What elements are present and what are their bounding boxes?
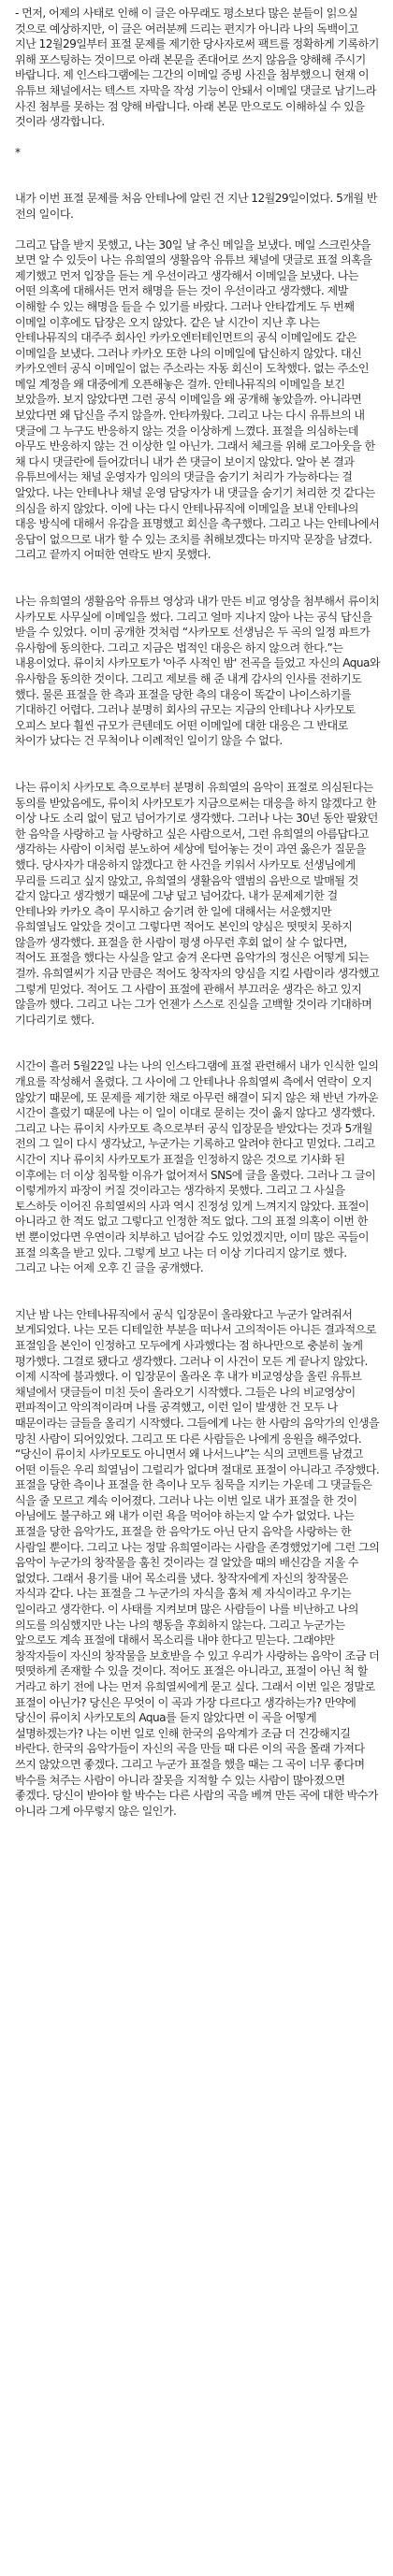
paragraph-4: 나는 류이치 사카모토 측으로부터 분명히 유희열의 음악이 표절로 의심된다는 동의를 받았음에도, 류이치 사카모토가 지금으로써는 대응을 하지 않겠다고 한 이상 나도 소리 없이 덮고 넘어가기로 생각했다. 그러나 나는 30년 동안 팔왔던 한 음악을 사랑하고 늘 사랑하고 싶은 사람으로서, 그런 유희열의 아름답다고 생각하는 사람이 이처럼 분노하여 세상에 털어놓는 것이 과연 옳은가 질문을 했다. 당사자가 대응하지 않겠다고 한 사건을 키워서 사카모토 선생님에게 무리를 드리고 싶지 않았고, 유희열의 생활음악 앨범의 음반으로 발매될 것 같지 않다고 생각했기 때문에 그냥 덮고 넘어갔다. 내가 문제제기한 걸 안테나와 카카오 측이 무시하고 숨기려 한 일에 대해서는 서운했지만 유희열님도 알았을 것이고 그렇다면 적어도 본인의 양심은 떳떳치 못하지 않을까 생각했다. 표절을 한 사람이 평생 아무런 후회 없이 살 수 없다면, 적어도 표절을 했다는 사실을 알고 숨겨 온다면 음악가의 정신은 어떻게 되는 걸까. 유희열씨가 지금 만큼은 적어도 창작자의 양심을 지킬 사람이라 생각했고 그렇게 믿었다. 적어도 그 사람이 표절에 관해서 부끄러운 생각은 하고 있지 않을까 했다. 그리고 나는 그가 언젠가 스스로 진실을 고백할 것이라 기대하며 기다리기로 했다.: [15, 780, 380, 1027]
section-separator: *: [15, 145, 21, 159]
paragraph-6: 지난 밤 나는 안테나뮤직에서 공식 입장문이 올라왔다고 누군가 알려줘서 보게되었다. 나는 모든 디테일한 부분을 떠나서 고의적이든 아니든 결과적으로 표절임을 본인이 인정하고 모두에게 사과했다는 점 하나만으로 충분히 높게 평가했다. 그걸로 됐다고 생각했다. 그러나 이 사건이 모든 게 끝나지 않았다. 이제 시작에 불과했다. 이 입장문이 올라온 후 내가 비교영상을 올린 유튜브 채널에서 댓글들이 미친 듯이 올라오기 시작했다. 그들은 나의 비교영상이 편파적이고 악의적이라며 나를 공격했고, 이런 일이 발생한 건 모두 나 때문이라는 글들을 올리기 시작했다. 그들에게 나는 한 사람의 음악가의 인생을 망친 사람이 되어있었다. 그리고 또 다른 사람들은 나에게 응원을 해주었다. “당신이 류이치 사카모토도 아니면서 왜 나서느냐”는 식의 코멘트를 남겼고 어떤 이들은 우리 희열님이 그럴리가 없다며 절대로 표절이 아니라고 주장했다. 표절을 당한 측이나 표절을 한 측이나 모두 침묵을 지키는 가운데 그 댓글들은 식을 줄 모르고 계속 이어졌다. 그러나 나는 이번 일로 내가 표절을 한 것이 아님에도 불구하고 왜 내가 이런 욕을 먹어야 하는지 알 수가 없었다. 나는 표절을 당한 음악가도, 표절을 한 음악가도 아닌 단지 음악을 사랑하는 한 사람일 뿐이다. 그리고 나는 정말 유희열이라는 사람을 존경했었기에 그런 그의 음악이 누군가의 창작물을 훔친 것이라는 걸 알았을 때의 배신감을 지울 수 없었다. 그래서 용기를 내어 목소리를 냈다. 창작자에게 자신의 창작물은 자식과 같다. 나는 표절을 그 누군가의 자식을 훔쳐 제 자식이라고 우기는 일이라고 생각한다. 이 사태를 지켜보며 많은 사람들이 나를 비난하고 나의 의도를 의심했지만 나는 나의 행동을 후회하지 않는다. 그리고 누군가는 앞으로도 계속 표절에 대해서 목소리를 내야 한다고 믿는다. 그래야만 창작자들이 자신의 창작물을 보호받을 수 있고 우리가 사랑하는 음악이 조금 더 떳떳하게 존재할 수 있을 것이다. 적어도 표절은 아니라고, 표절이 아닌 척 할 거라고 하기 전에 나는 먼저 유희열씨에게 묻고 싶다. 그래서 이번 일은 정말로 표절이 아닌가? 당신은 무엇이 이 곡과 가장 다르다고 생각하는가? 만약에 당신이 류이치 사카모토의 Aqua를 듣지 않았다면 이 곡을 어떻게 설명하겠는가? 나는 이번 일로 인해 한국의 음악계가 조금 더 건강해지길 바란다. 한국의 음악가들이 자신의 곡을 만들 때 다른 이의 곡을 몰래 가져다 쓰지 않았으면 좋겠다. 그리고 누군가 표절을 했을 때는 그 곡이 너무 좋다며 박수를 쳐주는 사람이 아니라 잘못을 지적할 수 있는 사람이 많아졌으면 좋겠다. 당신이 받아야 할 박수는 다른 사람의 곡을 베껴 만든 곡에 대한 박수가 아니라 그게 아무렇지 않은 일인가.: [15, 1307, 380, 1818]
paragraph-2: 그리고 답을 받지 못했고, 나는 30일 날 추신 메일을 보냈다. 메일 스크린샷을 보면 알 수 있듯이 나는 유희열의 생활음악 유튜브 채널에 댓글로 표절 의혹을 제기했고 먼저 입장을 듣는 게 우선이라고 생각해서 이메일을 보냈다. 나는 어떤 의혹에 대해서든 먼저 해명을 듣는 것이 우선이라고 생각했다. 제발 이해할 수 있는 해명을 들을 수 있기를 바랐다. 그러나 안타깝게도 두 번째 이메일 이후에도 답장은 오지 않았다. 같은 날 시간이 지난 후 나는 안테나뮤직의 대주주 회사인 카카오엔터테인먼트의 공식 이메일에도 같은 이메일을 보냈다. 그러나 카카오 또한 나의 이메일에 답신하지 않았다. 대신 카카오엔터 공식 이메일이 없는 주소라는 자동 회신이 도착했다. 없는 주소인 메일 계정을 왜 대중에게 오픈해놓은 걸까. 안테나뮤직의 이메일을 보긴 보았을까. 보지 않았다면 그런 공식 이메일을 왜 공개해 놓았을까. 아니라면 보았다면 왜 답신을 주지 않을까. 안타까웠다. 그리고 나는 다시 유튜브의 내 댓글에 그 누구도 반응하지 않는 것을 이상하게 느꼈다. 표절을 의심하는데 아무도 반응하지 않는 건 이상한 일 아닌가. 그래서 체크를 위해 로그아웃을 한 채 다시 댓글란에 들어갔더니 내가 쓴 댓글이 보이지 않았다. 알아 본 결과 유튜브에서는 채널 운영자가 임의의 댓글을 숨기기 처리가 가능하다는 걸 알았다. 나는 안테나나 채널 운영 담당자가 내 댓글을 숨기기 처리한 것 같다는 의심을 하지 않았다. 이에 나는 다시 안테나뮤직에 이메일을 보내 안테나의 대응 방식에 대해서 유감을 표명했고 회신을 촉구했다. 그리고 나는 안테나에서 응답이 없으므로 내가 할 수 있는 조치를 취해보겠다는 마지막 문장을 남겼다. 그리고 끝까지 어떠한 연락도 받지 못했다.: [15, 237, 380, 562]
intro-paragraph: - 먼저, 어제의 사태로 인해 이 글은 아무래도 평소보다 많은 분들이 읽으실 것으로 예상하지만, 이 글은 여러분께 드리는 편지가 아니라 나의 독백이고 지난 12월29일부터 표절 문제를 제기한 당사자로써 팩트를 정확하게 기록하기 위해 포스팅하는 것이므로 아래 본문을 존대어로 쓰지 않음을 양해해 주시기 바랍니다. 제 인스타그램에는 그간의 이메일 증빙 사진을 첨부했으니 현재 이 유튜브 채널에서는 텍스트 자막을 작성 기능이 안돼서 이메일 댓글로 남기느라 사진 첨부를 못하는 점 양해 바랍니다. 아래 본문 만으로도 이해하실 수 있을 것이라 생각합니다.: [15, 7, 379, 129]
paragraph-5: 시간이 흘러 5월22일 나는 나의 인스타그램에 표절 관련해서 내가 인식한 일의 개요를 작성해서 올렸다. 그 사이에 그 안테나나 유희열씨 측에서 연락이 오지 않았기 때문에, 또 문제를 제기한 채로 아무런 해결이 되지 않은 채 반년 가까운 시간이 흘렀기 때문에 나는 이 일이 이대로 묻히는 것이 옳지 않다고 생각했다. 그리고 나는 류이치 사카모토 측으로부터 공식 입장문을 받았다는 것과 5개월 전의 그 일이 다시 생각났고, 누군가는 기록하고 알려야 한다고 믿었다. 그리고 시간이 지나 류이치 사카모토가 표절을 인정하지 않은 것으로 기사화 된 이후에는 더 이상 침묵할 이유가 없어져서 SNS에 글을 올렸다. 그러나 그 글이 이렇게까지 파장이 커질 것이라고는 생각하지 못했다. 그리고 그 사실을 토스하듯 이어진 유희열씨의 사과 역시 진정성 있게 느껴지지 않았다. 표절이 아니라고 한 적도 없고 그렇다고 인정한 적도 없다. 그의 표절 의혹이 이번 한 번 뿐이었다면 우연이라 치부하고 넘어갈 수도 있었겠지만, 이미 많은 곡들이 표절 의혹을 받고 있다. 그렇게 보고 나는 더 이상 기다리지 않기로 했다. 그리고 나는 어제 오후 긴 글을 공개했다.: [15, 1059, 379, 1275]
paragraph-1: 내가 이번 표절 문제를 처음 안테나에 알린 건 지난 12월29일이었다. 5개월 반 전의 일이다.: [15, 192, 377, 221]
paragraph-3: 나는 유희열의 생활음악 유튜브 영상과 내가 만든 비교 영상을 첨부해서 류이치 사카모토 사무실에 이메일을 썼다. 그리고 얼마 지나지 않아 나는 공식 답신을 받을 수 있었다. 이미 공개한 것처럼 “사카모토 선생님은 두 곡의 일정 파트가 유사함에 동의한다. 그리고 지금은 법적인 대응은 하지 않으려 한다.”는 내용이었다. 류이치 사카모토가 '아주 사적인 밤' 전곡을 들었고 자신의 Aqua와 유사함을 동의한 것이다. 그리고 제보를 해 준 내게 감사의 인사를 전하기도 했다. 물론 표절을 한 측과 표절을 당한 측의 대응이 똑같이 나이스하기를 기대하긴 어렵다. 그러나 분명히 회사의 규모는 지금의 안테나나 사카모토 오피스 보다 훨씬 규모가 큰텐데도 어떤 이메일에 대한 대응은 그 반대로 차이가 났다는 건 무척이나 이례적인 일이기 않을 수 없다.: [15, 595, 380, 748]
